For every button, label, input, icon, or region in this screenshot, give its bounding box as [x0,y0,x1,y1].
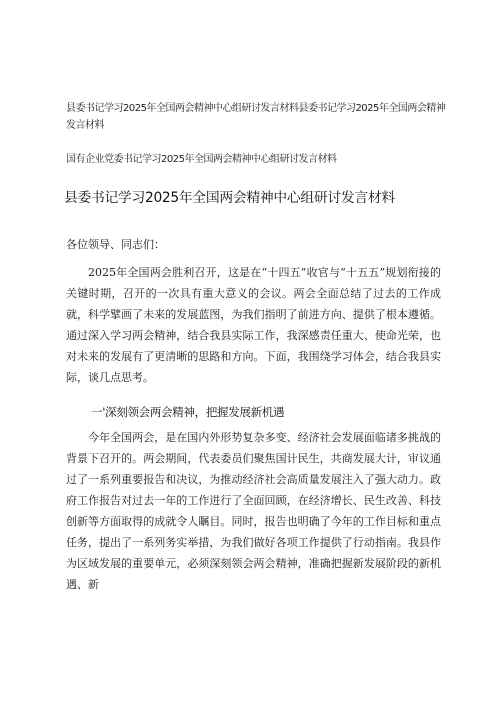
paragraph-intro: 2025年全国两会胜利召开，这是在“十四五”收官与“十五五”规划衔接的关键时期，召开的一次具有重大意义的会议。两会全面总结了过去的工作成就，科学擘画了未来的发展蓝图，为我们指明了前进方向、提供了根本遵循。通过深入学习两会精神，结合我县实际工作，我深感责任重大、使命光荣，也对未来的发展有了更清晰的思路和方向。下面，我围绕学习体会，结合我县实际，谈几点思考。 [66,266,441,384]
document-title: 县委书记学习2025年全国两会精神中心组研讨发言材料 [64,190,395,206]
section-heading-1: 一'深刻领会两会精神，把握发展新机遇 [91,405,285,419]
related-title-2: 国有企业党委书记学习2025年全国两会精神中心组研讨发言材料 [66,154,337,165]
paragraph-section-1: 今年全国两会，是在国内外形势复杂多变、经济社会发展面临诸多挑战的背景下召开的。两会期间，代表委员们聚焦国计民生，共商发展大计，审议通过了一系列重要报告和决议，为推动经济社会高质量发展注入了强大动力。政府工作报告对过去一年的工作进行了全面回顾，在经济增长、民生改善、科技创新等方面取得的成就令人瞩目。同时，报告也明确了今年的工作目标和重点任务，提出了一系列务实举措，为我们做好各项工作提供了行动指南。我县作为区域发展的重要单元，必须深刻领会两会精神，准确把握新发展阶段的新机遇、新 [66,431,441,591]
related-title-1: 县委书记学习2025年全国两会精神中心组研讨发言材料县委书记学习2025年全国两会精神发言材料 [66,103,446,131]
salutation: 各位领导、同志们： [66,238,165,251]
